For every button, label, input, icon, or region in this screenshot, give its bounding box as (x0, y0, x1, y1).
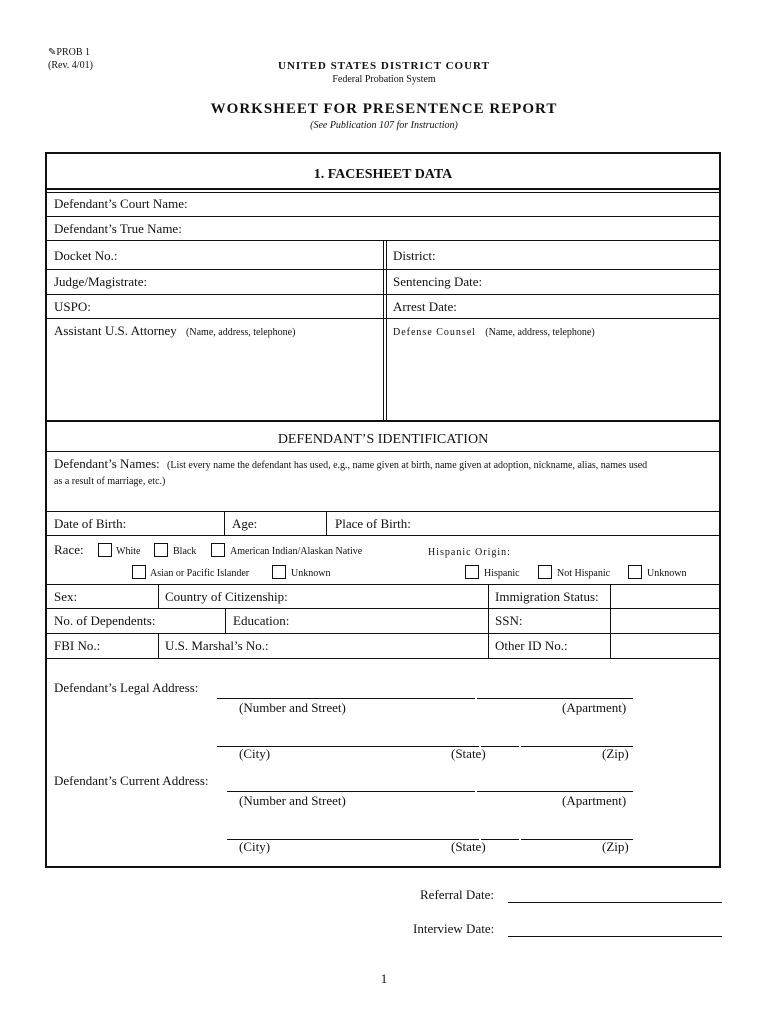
ausa-label (54, 323, 295, 341)
dependents-label: No. of Dependents: (54, 613, 156, 628)
race-option-label: Asian or Pacific Islander (150, 568, 250, 579)
marshal-label: U.S. Marshal’s No.: (165, 638, 269, 653)
divider (47, 216, 719, 217)
interview-date-line[interactable] (508, 936, 722, 937)
divider (47, 451, 719, 452)
street-line (217, 698, 475, 699)
education-label: Education: (233, 613, 290, 628)
state-line (481, 839, 519, 840)
column-divider (326, 511, 327, 535)
divider (47, 584, 719, 585)
apartment-line (477, 698, 633, 699)
form-number-text: ✎PROB 1 (48, 47, 91, 58)
apartment-caption: (Apartment) (562, 793, 627, 808)
column-divider (224, 511, 225, 535)
race-asian-checkbox[interactable] (132, 565, 146, 579)
district-label: District: (393, 248, 436, 263)
column-divider (383, 240, 384, 420)
defense-label-text: Defense Counsel (393, 327, 477, 338)
state-caption: (State) (451, 746, 486, 761)
divider (47, 608, 719, 609)
court-name-label: Defendant’s Court Name: (54, 196, 188, 211)
true-name-label: Defendant’s True Name: (54, 221, 182, 236)
race-white-checkbox[interactable] (98, 543, 112, 557)
names-note: (List every name the defendant has used, e.g., name given at birth, name given at adoption, nickname, alias, names used (167, 460, 648, 471)
current-address-label: Defendant’s Current Address: (54, 773, 209, 788)
hispanic-checkbox[interactable] (465, 565, 479, 579)
immigration-label: Immigration Status: (495, 589, 599, 604)
zip-caption: (Zip) (602, 746, 629, 761)
street-caption: (Number and Street) (239, 700, 346, 715)
race-black-checkbox[interactable] (154, 543, 168, 557)
facesheet-section-title: 1. FACESHEET DATA (313, 167, 453, 182)
worksheet-form (45, 152, 721, 868)
hispanic-unknown-checkbox[interactable] (628, 565, 642, 579)
ausa-note: (Name, address, telephone) (186, 327, 296, 338)
not-hispanic-checkbox[interactable] (538, 565, 552, 579)
judge-label: Judge/Magistrate: (54, 274, 148, 289)
other-id-label: Other ID No.: (495, 638, 568, 653)
column-divider (158, 584, 159, 608)
state-caption: (State) (451, 839, 486, 854)
divider (47, 535, 719, 536)
column-divider (386, 240, 387, 420)
pob-label: Place of Birth: (335, 516, 411, 531)
interview-date-label: Interview Date: (413, 921, 495, 936)
city-caption: (City) (239, 746, 271, 761)
names-label-text: Defendant’s Names: (54, 456, 160, 471)
arrest-date-label: Arrest Date: (393, 299, 457, 314)
citizenship-label: Country of Citizenship: (165, 589, 288, 604)
hispanic-origin-label: Hispanic Origin: (428, 547, 511, 558)
instruction-note: (See Publication 107 for Instruction) (310, 120, 458, 131)
divider (47, 633, 719, 634)
column-divider (488, 584, 489, 658)
sex-label: Sex: (54, 589, 78, 604)
court-name: UNITED STATES DISTRICT COURT (278, 60, 490, 72)
race-unknown-checkbox[interactable] (272, 565, 286, 579)
ssn-label: SSN: (495, 613, 523, 628)
identification-section-title: DEFENDANT’S IDENTIFICATION (277, 432, 489, 447)
street-caption: (Number and Street) (239, 793, 346, 808)
race-option-label: Black (173, 546, 197, 557)
column-divider (610, 584, 611, 658)
race-option-label: Unknown (291, 568, 331, 579)
column-divider (158, 633, 159, 658)
city-caption: (City) (239, 839, 271, 854)
legal-address-label: Defendant’s Legal Address: (54, 680, 199, 695)
divider (47, 420, 719, 422)
names-note-continued: as a result of marriage, etc.) (54, 476, 166, 487)
race-option-label: American Indian/Alaskan Native (230, 546, 363, 557)
column-divider (225, 608, 226, 633)
state-line (481, 746, 519, 747)
docket-label: Docket No.: (54, 248, 118, 263)
court-system: Federal Probation System (332, 74, 436, 85)
document-title: WORKSHEET FOR PRESENTENCE REPORT (210, 101, 558, 117)
referral-date-line[interactable] (508, 902, 722, 903)
uspo-label: USPO: (54, 299, 91, 314)
street-line (227, 791, 475, 792)
sentencing-date-label: Sentencing Date: (393, 274, 483, 289)
hispanic-option-label: Unknown (647, 568, 687, 579)
referral-date-label: Referral Date: (420, 887, 494, 902)
defense-note: (Name, address, telephone) (485, 327, 595, 338)
fbi-label: FBI No.: (54, 638, 101, 653)
page-number: 1 (380, 971, 388, 986)
divider (47, 511, 719, 512)
hispanic-option-label: Hispanic (484, 568, 520, 579)
dob-label: Date of Birth: (54, 516, 127, 531)
apartment-caption: (Apartment) (562, 700, 627, 715)
divider (47, 658, 719, 659)
defense-counsel-label (393, 323, 595, 341)
age-label: Age: (232, 516, 258, 531)
revision-text: (Rev. 4/01) (48, 60, 93, 71)
race-american-indian-checkbox[interactable] (211, 543, 225, 557)
zip-caption: (Zip) (602, 839, 629, 854)
ausa-label-text: Assistant U.S. Attorney (54, 323, 177, 338)
apartment-line (477, 791, 633, 792)
divider (47, 192, 719, 193)
race-option-label: White (116, 546, 141, 557)
divider (47, 188, 719, 190)
hispanic-option-label: Not Hispanic (557, 568, 611, 579)
race-label: Race: (54, 542, 84, 557)
names-label (54, 456, 647, 474)
